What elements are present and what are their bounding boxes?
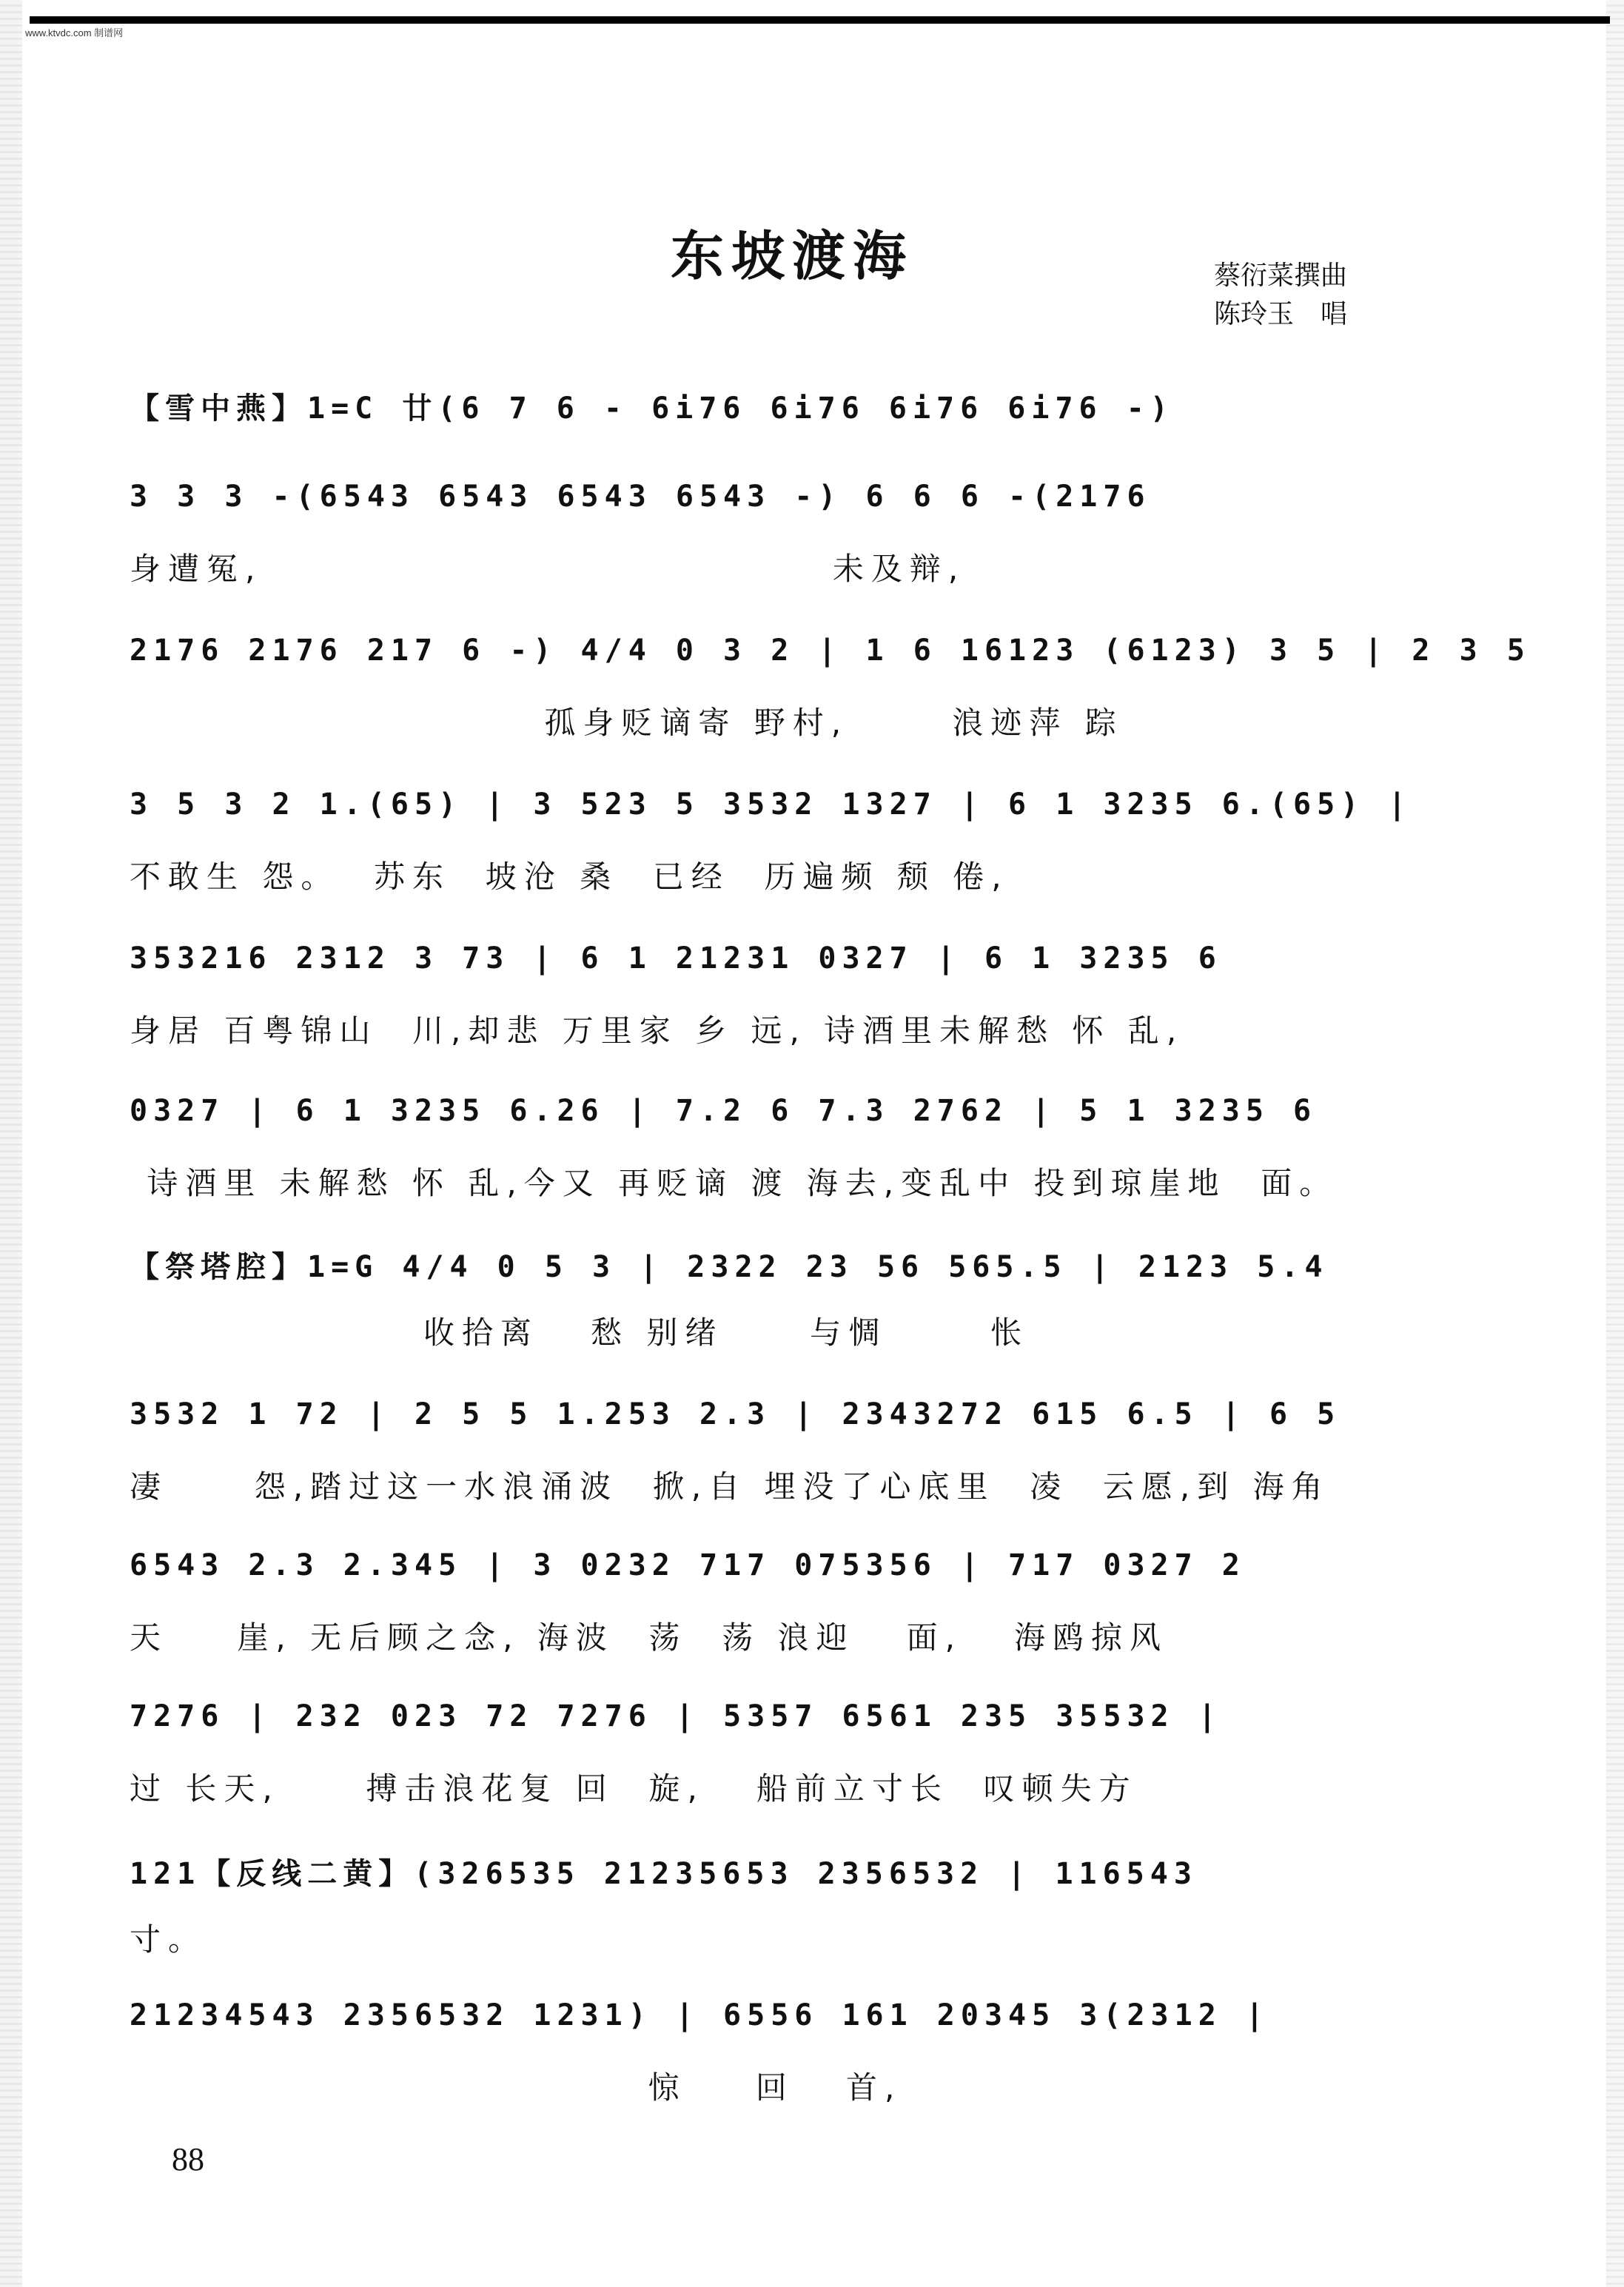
lyrics: 不敢生 怨。 苏东 坡沧 桑 已经 历遍频 颓 倦, bbox=[130, 859, 1009, 895]
score-line-7 bbox=[130, 1243, 1595, 1391]
notation: 【祭塔腔】1=G 4/4 0 5 3 | 2322 23 56 565.5 | 2123 5.4 bbox=[130, 1250, 1329, 1284]
notation: 【雪中燕】1=C 廿(6 7 6 - 6i76 6i76 6i76 6i76 -) bbox=[130, 392, 1174, 426]
lyrics: 身遭冤, 未及辩, bbox=[130, 551, 966, 587]
top-rule bbox=[30, 16, 1610, 24]
lyrics: 寸。 bbox=[130, 1921, 207, 1958]
score-line-5 bbox=[130, 941, 1595, 1089]
score-line-8 bbox=[130, 1397, 1595, 1545]
notation: 3 5 3 2 1.(65) | 3 523 5 3532 1327 | 6 1 3235 6.(65) | bbox=[130, 787, 1412, 822]
lyrics: 孤身贬谪寄 野村, 浪迹萍 踪 bbox=[130, 705, 1124, 741]
notation: 3532 1 72 | 2 5 5 1.253 2.3 | 2343272 615 6.5 | 6 5 bbox=[130, 1397, 1341, 1431]
page-edge-right bbox=[1606, 0, 1624, 2287]
notation: 121【反线二黄】(326535 21235653 2356532 | 116543 bbox=[130, 1857, 1198, 1891]
notation: 7276 | 232 023 72 7276 | 5357 6561 235 35532 | bbox=[130, 1699, 1222, 1733]
notation: 3 3 3 -(6543 6543 6543 6543 -) 6 6 6 -(2176 bbox=[130, 480, 1151, 514]
site-watermark: www.ktvdc.com 制谱网 bbox=[25, 27, 124, 38]
score-line-10 bbox=[130, 1699, 1595, 1847]
notation: 2176 2176 217 6 -) 4/4 0 3 2 | 1 6 16123 (6123) 3 5 | 2 3 5 bbox=[130, 634, 1531, 668]
notation: 353216 2312 3 73 | 6 1 21231 0327 | 6 1 3235 6 bbox=[130, 941, 1222, 975]
score-line-12 bbox=[130, 1998, 1595, 2146]
score-line-6 bbox=[130, 1094, 1595, 1242]
lyrics: 过 长天, 搏击浪花复 回 旋, 船前立寸长 叹顿失方 bbox=[130, 1770, 1138, 1807]
lyrics: 惊 回 首, bbox=[130, 2069, 902, 2106]
notation: 6543 2.3 2.345 | 3 0232 717 075356 | 717 0327 2 bbox=[130, 1548, 1246, 1582]
lyrics: 凄 怨,踏过这一水浪涌波 掀,自 埋没了心底里 凌 云愿,到 海角 bbox=[130, 1468, 1330, 1505]
notation: 0327 | 6 1 3235 6.26 | 7.2 6 7.3 2762 | 5 1 3235 6 bbox=[130, 1094, 1318, 1128]
lyrics: 天 崖, 无后顾之念, 海波 荡 荡 浪迎 面, 海鸥掠风 bbox=[130, 1619, 1169, 1656]
score-line-11 bbox=[130, 1850, 1595, 1998]
score-line-9 bbox=[130, 1548, 1595, 1696]
page-edge-left bbox=[0, 0, 22, 2287]
score-line-2 bbox=[130, 480, 1595, 628]
lyrics: 收拾离 愁 别绪 与惆 怅 bbox=[130, 1314, 1030, 1351]
page-number: 88 bbox=[172, 2141, 204, 2177]
song-title: 东坡渡海 bbox=[670, 225, 913, 287]
lyrics: 诗酒里 未解愁 怀 乱,今又 再贬谪 渡 海去,变乱中 投到琼崖地 面。 bbox=[130, 1165, 1338, 1201]
score-line-4 bbox=[130, 787, 1595, 936]
score-line-3 bbox=[130, 634, 1595, 782]
composer-credit: 蔡衍菜撰曲 bbox=[1214, 261, 1348, 291]
notation: 21234543 2356532 1231) | 6556 161 20345 3(2312 | bbox=[130, 1998, 1269, 2032]
lyrics: 身居 百粤锦山 川,却悲 万里家 乡 远, 诗酒里未解愁 怀 乱, bbox=[130, 1012, 1184, 1049]
singer-credit: 陈玲玉 唱 bbox=[1214, 299, 1348, 329]
